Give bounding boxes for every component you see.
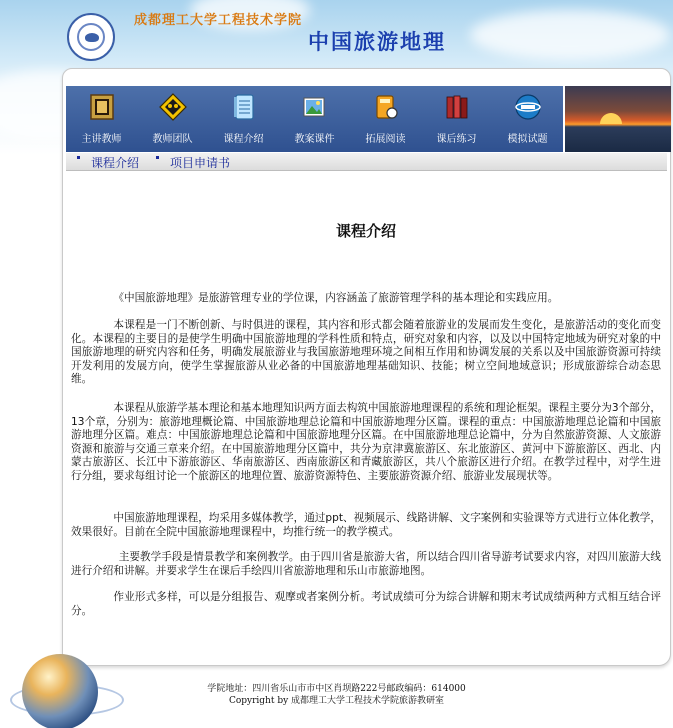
nav-item-team[interactable] [139, 86, 207, 145]
nav-label: 教师团队 [152, 134, 193, 145]
nav-label: 主讲教师 [81, 134, 122, 145]
paragraph: 主要教学手段是情景教学和案例教学。由于四川省是旅游大省，所以结合四川省导游考试要求内容，对四川旅游大线进行介绍和讲解。并要求学生在课后手绘四川省旅游地理和乐山市旅游地图。 [71, 551, 661, 577]
nav-item-exercises[interactable] [423, 86, 491, 145]
books-icon [443, 93, 471, 121]
main-nav [66, 86, 563, 152]
subnav-link-project-application[interactable]: 项目申请书 [170, 156, 231, 170]
picture-frame-icon [88, 93, 116, 121]
nav-label: 课后练习 [436, 134, 477, 145]
team-diamond-icon [159, 93, 187, 121]
school-logo [67, 13, 115, 61]
cloud-decoration [470, 10, 670, 60]
nav-label: 课程介绍 [223, 134, 264, 145]
exam-globe-icon [514, 93, 542, 121]
sub-nav [66, 153, 667, 171]
paragraph: 本课程从旅游学基本理论和基本地理知识两方面去构筑中国旅游地理课程的系统和理论框架。课程主要分为3个部分，13个章，分别为：旅游地理概论篇、中国旅游地理总论篇和中国旅游地理分区篇。课程的重点：中国旅游地理总论篇和中国旅游地理分区篇。难点：中国旅游地理总论篇和中国旅游地理分区篇。在中国旅游地理总论篇中，分为自然旅游资源、人文旅游资源和旅游与交通三章来介绍。在中国旅游地理分区篇中，共分为京津冀旅游区、东北旅游区、黄河中下游旅游区、西北、内蒙古旅游区、长江中下游旅游区、华南旅游区、西南旅游区和青藏旅游区，共八个旅游区进行介绍。在教学过程中，对学生进行分组，要求每组讨论一个旅游区的地理位置、旅游资源特色、主要旅游资源介绍、旅游业发展现状等。 [71, 402, 661, 482]
notebook-icon [230, 93, 258, 121]
paragraph: 本课程是一门不断创新、与时俱进的课程，其内容和形式都会随着旅游业的发展而发生变化，是旅游活动的变化而变化。本课程的主要目的是使学生明确中国旅游地理的学科性质和特点，研究对象和内容，以及以中国特定地域为研究对象的中国旅游地理的研究内容和任务，明确发展旅游业与我国旅游地理环境之间相互作用和协调发展的关系以及中国旅游资源可持续开发利用的发展方向，使学生掌握旅游从业必备的中国旅游地理基础知识、技能；树立空间地域意识；形成旅游综合动态思维。 [71, 319, 661, 386]
page-footer [0, 640, 673, 728]
paragraph: 中国旅游地理课程，均采用多媒体教学，通过ppt、视频展示、线路讲解、文字案例和实验课等方式进行立体化教学，效果很好。目前在全院中国旅游地理课程中，均推行统一的教学模式。 [71, 512, 661, 538]
page-title: 课程介绍 [335, 222, 396, 240]
footer-address: 学院地址：四川省乐山市市中区肖坝路222号邮政编码：614000 [207, 684, 466, 694]
subnav-link-course-intro[interactable]: 课程介绍 [91, 156, 140, 170]
nav-label: 拓展阅读 [365, 134, 406, 145]
reading-book-icon [372, 93, 400, 121]
footer-copyright: Copyright by 成都理工大学工程技术学院旅游教研室 [228, 696, 445, 706]
nav-item-course-intro[interactable] [210, 86, 278, 145]
bullet-icon [77, 156, 80, 159]
nav-item-extended-reading[interactable] [352, 86, 420, 145]
nav-item-lecturer[interactable] [68, 86, 136, 145]
bullet-icon [156, 156, 159, 159]
school-name: 成都理工大学工程技术学院 [134, 13, 303, 28]
image-folder-icon [301, 93, 329, 121]
nav-item-courseware[interactable] [281, 86, 349, 145]
site-title: 中国旅游地理 [308, 29, 446, 54]
nav-label: 模拟试题 [507, 134, 548, 145]
paragraph: 《中国旅游地理》是旅游管理专业的学位课，内容涵盖了旅游管理学科的基本理论和实践应用。 [113, 292, 559, 304]
paragraph: 作业形式多样，可以是分组报告、观摩或者案例分析。考试成绩可分为综合讲解和期末考试成绩两种方式相互结合评分。 [71, 591, 661, 617]
nav-label: 教案课件 [294, 134, 335, 145]
nav-item-mock-exam[interactable] [494, 86, 562, 145]
